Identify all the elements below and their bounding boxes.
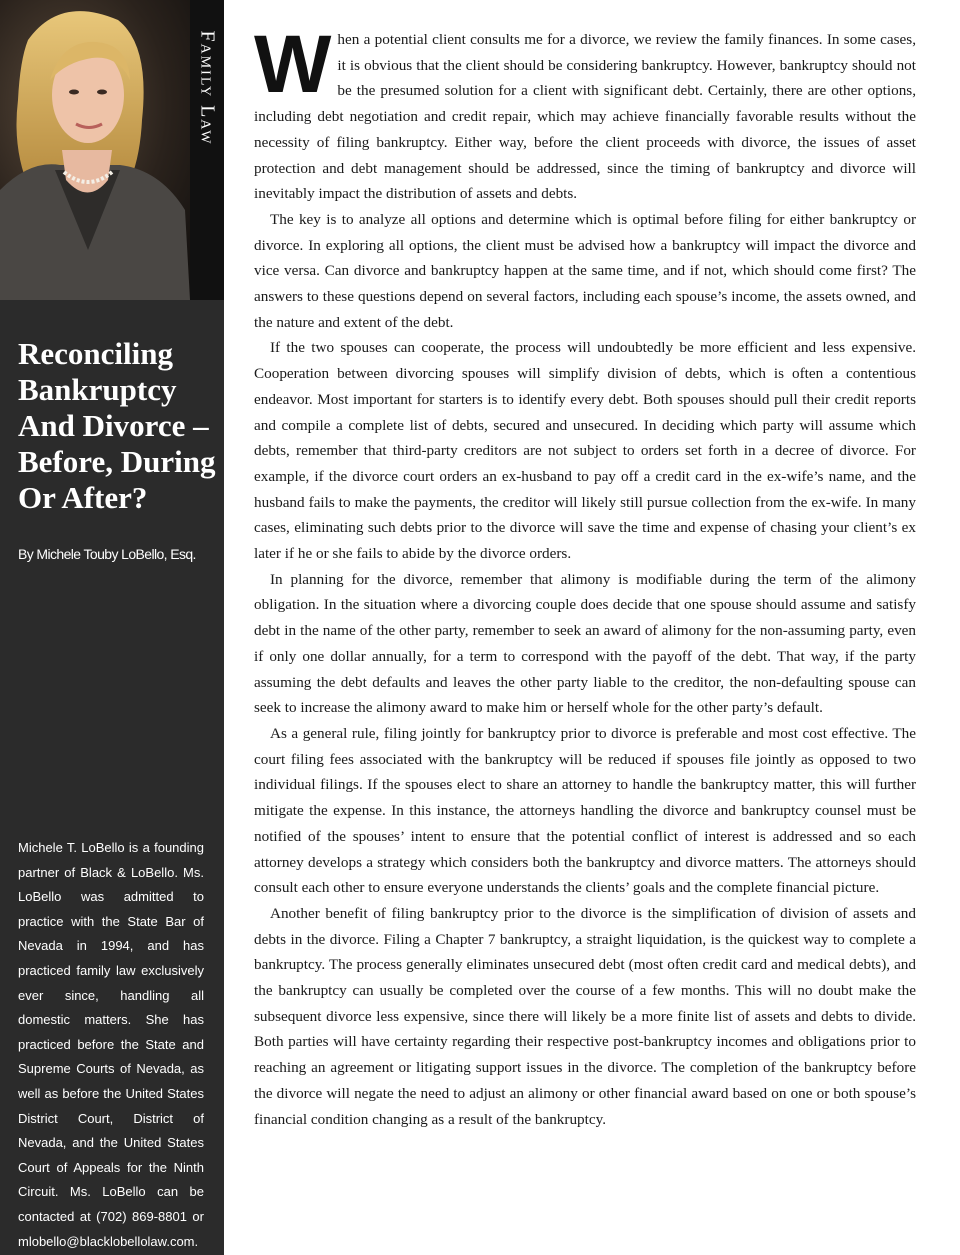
author-bio: Michele T. LoBello is a founding partner of Black & LoBello. Ms. LoBello was admitted to practice with the State Bar of Nevada in 1994, and has practiced family law exclusively ever since, handling all domestic matters. She has practiced before the State and Supreme Courts of Nevada, as well as before the United States District Court, District of Nevada, and the United States Court of Appeals for the Ninth Circuit. Ms. LoBello can be contacted at (702) 869-8801 or mlobello@blacklobellolaw.com. [18, 840, 204, 1249]
article-byline: By Michele Touby LoBello, Esq. [18, 546, 196, 562]
section-label: Family Law [196, 30, 219, 146]
article-paragraph: As a general rule, filing jointly for bankruptcy prior to divorce is preferable and most cost effective. The court filing fees associated with the bankruptcy will be reduced if spouses file jointly as opposed to two individual filings. If the spouses elect to share an attorney to handle the bankruptcy matter, this will further mitigate the expense. In this instance, the attorneys handling the divorce and bankruptcy counsel must be notified of the spouses’ intent to ensure that the potential conflict of interest is addressed and so each attorney develops a strategy which considers both the bankruptcy and divorce matters. The attorneys should consult each other to ensure everyone understands the clients’ goals and the complete financial picture. [254, 724, 916, 897]
drop-cap: W [254, 19, 332, 110]
article-title: Reconciling Bankruptcy And Divorce – Before, During Or After? [18, 336, 216, 515]
article-paragraph: The key is to analyze all options and determine which is optimal before filing for either bankruptcy or divorce. In exploring all options, the client must be advised how a bankruptcy will impact the divorce and vice versa. Can divorce and bankruptcy happen at the same time, and if not, which should come first? The answers to these questions depend on several factors, including each spouse’s income, the assets owned, and the nature and extent of the debt. [254, 210, 916, 331]
paragraph-text: hen a potential client consults me for a divorce, we review the family finances. In some cases, it is obvious that the client should be considering bankruptcy. However, bankruptcy should not be the presumed solution for a client with significant debt. Certainly, there are other options, including debt negotiation and credit repair, which may achieve financially favorable results without the necessity of filing bankruptcy. Either way, before the client proceeds with divorce, the issues of asset protection and debt management should be addressed, since the timing of bankruptcy and divorce will inevitably impact the distribution of assets and debts. [254, 31, 916, 203]
article-paragraph: Another benefit of filing bankruptcy prior to the divorce is the simplification of division of assets and debts in the divorce. Filing a Chapter 7 bankruptcy, a straight liquidation, is the quickest way to complete a bankruptcy. The process generally eliminates unsecured debt (most often credit card and medical debts), and the bankruptcy can usually be completed over the course of a few months. This will no doubt make the subsequent divorce less expensive, since there will likely be a more finite list of assets and debts to divide. Both parties will have certainty regarding their respective post-bankruptcy incomes and obligations prior to reaching an agreement or litigating support issues in the divorce. The completion of the bankruptcy before the divorce will negate the need to adjust an alimony or other financial award based on one or both spouse’s financial condition changing as a result of the bankruptcy. [254, 904, 916, 1128]
sidebar [0, 0, 224, 1255]
article-body [254, 19, 916, 1132]
article-paragraph: If the two spouses can cooperate, the process will undoubtedly be more efficient and less expensive. Cooperation between divorcing spouses will simplify division of debts, which is often a contentious endeavor. Most important for starters is to identify every debt. Both spouses should pull their credit reports and compile a complete list of debts, secured and unsecured. In deciding which party will assume which debts, remember that third-party creditors are not subject to orders set forth in a decree of divorce. For example, if the divorce court orders an ex-husband to pay off a credit card in the ex-wife’s name, and the husband fails to make the payments, the creditor will likely still pursue collection from the ex-wife. In many cases, eliminating such debts prior to the divorce will save the time and expense of chasing your client’s ex later if he or she fails to abide by the divorce orders. [254, 339, 916, 563]
article-paragraph [254, 19, 916, 207]
article-paragraph: In planning for the divorce, remember that alimony is modifiable during the term of the alimony obligation. In the situation where a divorcing couple does decide that one spouse should assume and satisfy debt in the name of the other party, remember to seek an award of alimony for the non-assuming party, even if only one dollar annually, for a term to correspond with the payoff of the debt. That way, if the party assuming the debt defaults and leaves the other party liable to the creditor, the non-defaulting spouse can seek to increase the alimony award to make him or herself whole for the other party’s default. [254, 570, 916, 717]
